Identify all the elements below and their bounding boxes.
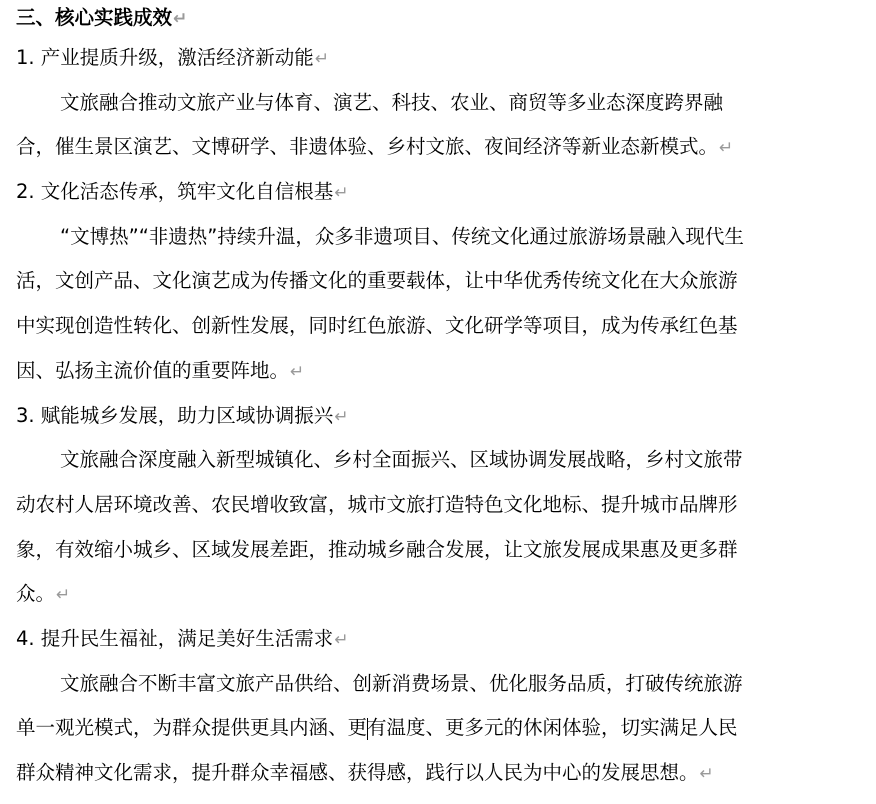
paragraph-line: 单一观光模式，为群众提供更具内涵、更有温度、更多元的休闲体验，切实满足人民 xyxy=(16,716,738,740)
paragraph-line: 中实现创造性转化、创新性发展，同时红色旅游、文化研学等项目，成为传承红色基 xyxy=(16,314,738,338)
paragraph-line: 文旅融合深度融入新型城镇化、乡村全面振兴、区域协调发展战略，乡村文旅带 xyxy=(60,448,743,472)
item-3-heading: 3. 赋能城乡发展，助力区域协调振兴↵ xyxy=(16,403,349,427)
paragraph-line: 合，催生景区演艺、文博研学、非遗体验、乡村文旅、夜间经济等新业态新模式。↵ xyxy=(16,135,734,159)
paragraph-mark-icon: ↵ xyxy=(719,138,734,159)
paragraph-line: 动农村人居环境改善、农民增收致富，城市文旅打造特色文化地标、提升城市品牌形 xyxy=(16,492,738,516)
paragraph-line: “文博热”“非遗热”持续升温，众多非遗项目、传统文化通过旅游场景融入现代生 xyxy=(60,224,744,248)
paragraph-line: 因、弘扬主流价值的重要阵地。↵ xyxy=(16,358,305,382)
paragraph-mark-icon: ↵ xyxy=(334,629,349,650)
paragraph-mark-icon: ↵ xyxy=(334,183,349,204)
document-body[interactable] xyxy=(16,0,832,796)
item-4-heading: 4. 提升民生福祉，满足美好生活需求↵ xyxy=(16,626,349,650)
paragraph-line: 活，文创产品、文化演艺成为传播文化的重要载体，让中华优秀传统文化在大众旅游 xyxy=(16,269,738,293)
paragraph-mark-icon: ↵ xyxy=(290,361,305,382)
paragraph-line: 文旅融合不断丰富文旅产品供给、创新消费场景、优化服务品质，打破传统旅游 xyxy=(60,671,743,695)
paragraph-mark-icon: ↵ xyxy=(699,764,714,784)
paragraph-mark-icon: ↵ xyxy=(56,585,71,606)
paragraph-line: 众。↵ xyxy=(16,582,71,606)
item-1-heading: 1. 产业提质升级，激活经济新动能↵ xyxy=(16,46,330,69)
paragraph-line: 文旅融合推动文旅产业与体育、演艺、科技、农业、商贸等多业态深度跨界融 xyxy=(60,90,724,114)
section-heading: 三、核心实践成效↵ xyxy=(16,6,188,29)
paragraph-line: 群众精神文化需求，提升群众幸福感、获得感，践行以人民为中心的发展思想。↵ xyxy=(16,761,714,784)
paragraph-line: 象，有效缩小城乡、区域发展差距，推动城乡融合发展，让文旅发展成果惠及更多群 xyxy=(16,537,738,561)
paragraph-mark-icon: ↵ xyxy=(334,406,349,427)
paragraph-mark-icon: ↵ xyxy=(314,49,330,69)
item-2-heading: 2. 文化活态传承，筑牢文化自信根基↵ xyxy=(16,180,349,204)
paragraph-mark-icon: ↵ xyxy=(173,9,188,29)
